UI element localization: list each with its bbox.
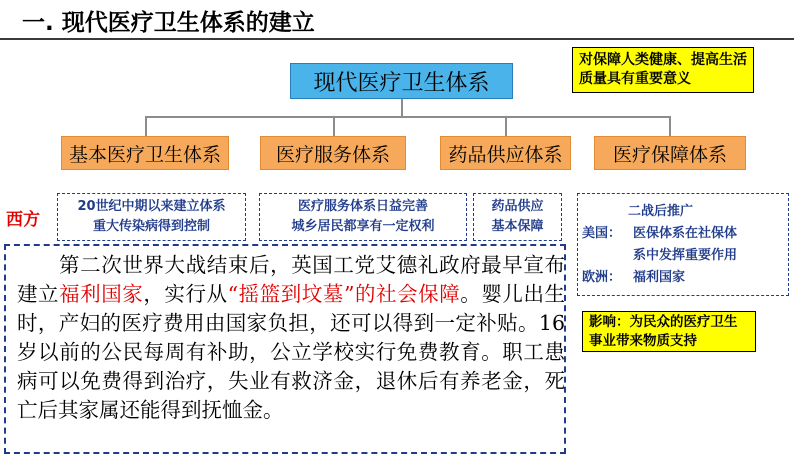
passage-highlight-cradle-to-grave: “摇篮到坟墓”的社会保障	[227, 282, 461, 306]
passage-highlight-welfare-state: 福利国家	[59, 282, 144, 306]
page-title: 一. 现代医疗卫生体系的建立	[22, 10, 315, 36]
description-postwar	[577, 193, 789, 296]
region-label: 西方	[6, 210, 40, 230]
connector-root-down	[401, 99, 403, 116]
description-line: 重大传染病得到控制	[92, 219, 210, 234]
connector-branch-4	[669, 116, 671, 136]
connector-branch-1	[145, 116, 147, 136]
usa-line-2: 系中发挥重要作用	[633, 248, 738, 263]
description-line: 医疗服务体系日益完善	[297, 199, 428, 214]
usa-line-1: 医保体系在社保体	[633, 226, 738, 241]
connector-branch-2	[333, 116, 335, 136]
branch-basic-health: 基本医疗卫生体系	[61, 136, 229, 170]
branch-medical-insurance: 医疗保障体系	[594, 136, 746, 170]
description-basic-health	[57, 193, 246, 241]
passage-segment: 第二次世界大战结束后，英国工党艾德礼政府最早宣布建立	[17, 253, 565, 306]
description-line: 基本保障	[491, 219, 544, 234]
title-divider	[0, 38, 794, 40]
significance-note: 对保障人类健康、提高生活质量具有重要意义	[572, 47, 754, 93]
description-line: 药品供应	[491, 199, 544, 214]
connector-branch-3	[505, 116, 507, 136]
postwar-heading: 二战后推广	[628, 204, 694, 219]
passage-segment: 。婴儿出生时，产妇的医疗费用由国家负担，还可以得到一定补贴。16岁以前的公民每周有补助，公立学校实行免费教育。职工患病可以免费得到治疗，失业有救济金，退休后有养老金，死亡后其家属还能得到抚恤金。	[17, 282, 566, 422]
description-medical-service	[259, 193, 467, 241]
description-drug-supply	[473, 193, 562, 241]
europe-label: 欧洲：	[582, 270, 622, 285]
root-node: 现代医疗卫生体系	[290, 63, 513, 99]
description-line: 20世纪中期以来建立体系	[77, 199, 226, 214]
passage-segment: ，实行从	[143, 282, 228, 306]
usa-label: 美国：	[582, 226, 622, 241]
connector-horizontal	[145, 116, 671, 118]
impact-note: 影响：为民众的医疗卫生事业带来物质支持	[582, 311, 756, 352]
description-line: 城乡居民都享有一定权利	[291, 219, 435, 234]
branch-medical-service: 医疗服务体系	[260, 136, 406, 170]
branch-drug-supply: 药品供应体系	[440, 136, 571, 170]
europe-text: 福利国家	[633, 270, 686, 285]
passage-text	[17, 251, 565, 425]
